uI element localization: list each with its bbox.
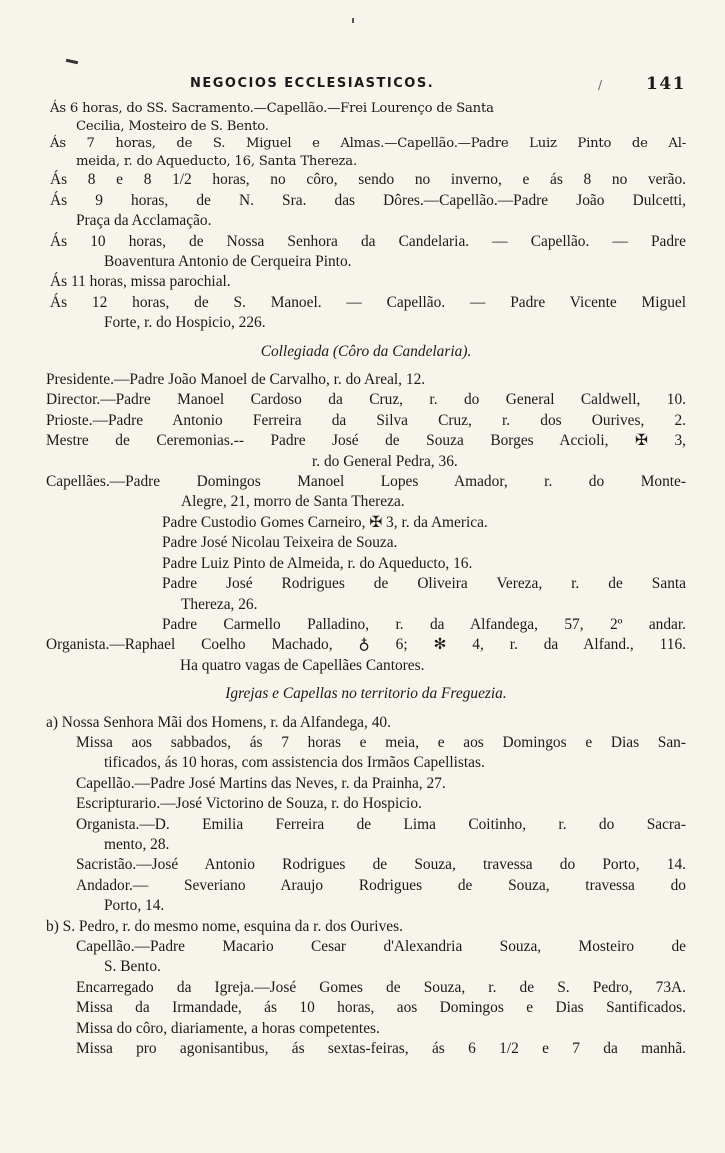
text-line: Ás 7 horas, de S. Miguel e Almas.—Capellão.—Padre Luiz Pinto de Al-	[50, 136, 686, 152]
ink-mark	[66, 59, 78, 64]
text-line: Ás 9 horas, de N. Sra. das Dôres.—Capellão.—Padre João Dulcetti,	[50, 191, 686, 209]
text-line: Mestre de Ceremonias.-- Padre José de Souza Borges Accioli, ✠ 3,	[46, 432, 686, 450]
section-heading: Collegiada (Côro da Candelaria).	[260, 342, 472, 360]
text-line: Ha quatro vagas de Capellães Cantores.	[180, 656, 425, 674]
text-line: Padre Custodio Gomes Carneiro, ✠ 3, r. da America.	[162, 513, 488, 531]
text-line: Padre Luiz Pinto de Almeida, r. do Aqueducto, 16.	[162, 554, 473, 572]
section-heading: Igrejas e Capellas no territorio da Freguezia.	[225, 685, 507, 703]
text-line: Missa da Irmandade, ás 10 horas, aos Domingos e Dias Santificados.	[76, 999, 686, 1017]
text-line: b) S. Pedro, r. do mesmo nome, esquina da r. dos Ourives.	[46, 917, 403, 935]
text-line: Padre José Rodrigues de Oliveira Vereza, r. de Santa	[162, 575, 686, 593]
text-line: Forte, r. do Hospicio, 226.	[104, 314, 266, 332]
text-line: Boaventura Antonio de Cerqueira Pinto.	[104, 253, 352, 270]
text-line: Missa do côro, diariamente, a horas competentes.	[76, 1019, 380, 1037]
text-line: Capellães.—Padre Domingos Manoel Lopes Amador, r. do Monte-	[46, 473, 686, 491]
text-line: Ás 8 e 8 1/2 horas, no côro, sendo no inverno, e ás 8 no verão.	[50, 171, 686, 189]
ink-dot	[352, 18, 354, 23]
text-line: Encarregado da Igreja.—José Gomes de Souza, r. de S. Pedro, 73A.	[76, 978, 686, 996]
page-number: 141	[646, 74, 686, 94]
text-line: Alegre, 21, morro de Santa Thereza.	[181, 493, 405, 511]
running-header	[0, 74, 725, 96]
text-line: tificados, ás 10 horas, com assistencia dos Irmãos Capellistas.	[104, 754, 485, 772]
text-line: Presidente.—Padre João Manoel de Carvalho, r. do Areal, 12.	[46, 371, 426, 389]
text-line: Praça da Acclamação.	[76, 212, 212, 230]
text-line: mento, 28.	[104, 835, 170, 853]
header-title: NEGOCIOS ECCLESIASTICOS.	[190, 76, 435, 91]
text-line: Capellão.—Padre José Martins das Neves, r. da Prainha, 27.	[76, 774, 446, 792]
text-line: Cecilia, Mosteiro de S. Bento.	[76, 118, 269, 134]
text-line: Escripturario.—José Victorino de Souza, r. do Hospicio.	[76, 795, 422, 813]
text-line: Prioste.—Padre Antonio Ferreira da Silva Cruz, r. dos Ourives, 2.	[46, 411, 686, 429]
text-line: Thereza, 26.	[181, 595, 258, 613]
text-line: Padre Carmello Palladino, r. da Alfandega, 57, 2º andar.	[162, 615, 686, 633]
text-line: Sacristão.—José Antonio Rodrigues de Souza, travessa do Porto, 14.	[76, 856, 686, 874]
header-tick: /	[598, 78, 604, 92]
text-line: Organista.—D. Emilia Ferreira de Lima Coitinho, r. do Sacra-	[76, 815, 686, 833]
text-line: meida, r. do Aqueducto, 16, Santa Thereza.	[76, 153, 357, 169]
page-body	[46, 100, 686, 1059]
text-line: Organista.—Raphael Coelho Machado, ♁ 6; ✻ 4, r. da Alfand., 116.	[46, 636, 686, 654]
text-line: Ás 6 horas, do SS. Sacramento.—Capellão.—Frei Lourenço de Santa	[50, 101, 494, 116]
text-line: Ás 12 horas, de S. Manoel. — Capellão. — Padre Vicente Miguel	[50, 293, 686, 311]
text-line: Padre José Nicolau Teixeira de Souza.	[162, 534, 398, 552]
text-line: Capellão.—Padre Macario Cesar d'Alexandria Souza, Mosteiro de	[76, 938, 686, 955]
text-line: Andador.— Severiano Araujo Rodrigues de Souza, travessa do	[76, 876, 686, 894]
text-line: Director.—Padre Manoel Cardoso da Cruz, r. do General Caldwell, 10.	[46, 391, 686, 409]
text-line: a) Nossa Senhora Mãi dos Homens, r. da Alfandega, 40.	[46, 713, 391, 731]
text-line: Ás 10 horas, de Nossa Senhora da Candelaria. — Capellão. — Padre	[50, 232, 686, 250]
text-line: S. Bento.	[104, 958, 161, 976]
text-line: Missa pro agonisantibus, ás sextas-feiras, ás 6 1/2 e 7 da manhã.	[76, 1040, 686, 1058]
text-line: Missa aos sabbados, ás 7 horas e meia, e aos Domingos e Dias San-	[76, 733, 686, 751]
text-line: Porto, 14.	[104, 897, 165, 915]
text-line: r. do General Pedra, 36.	[312, 452, 458, 470]
text-line: Ás 11 horas, missa parochial.	[50, 273, 231, 291]
